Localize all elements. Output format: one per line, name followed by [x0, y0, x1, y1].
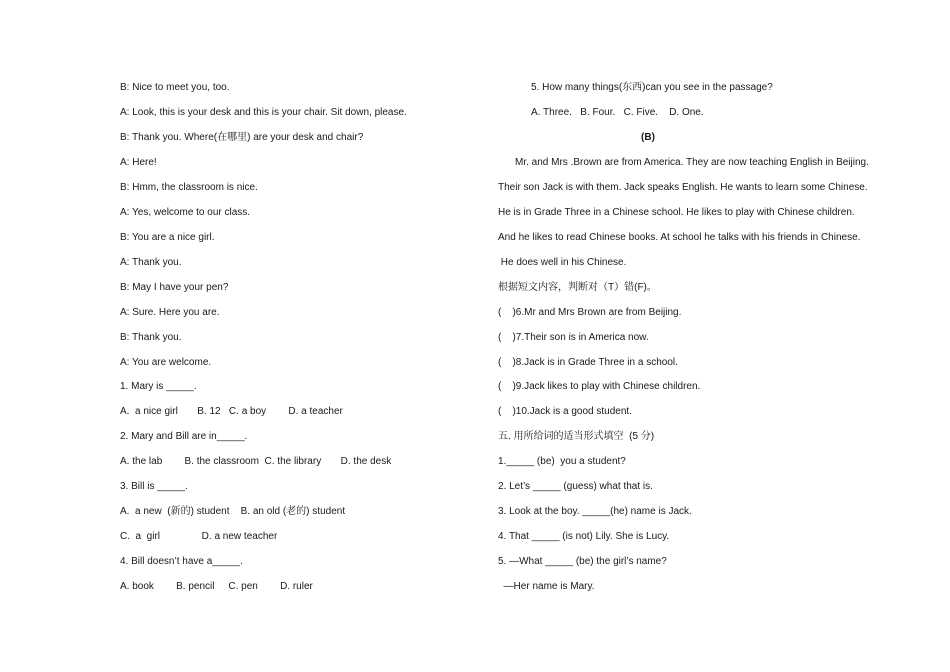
fill-item: 2. Let’s _____ (guess) what that is.: [498, 481, 653, 492]
tf-item: ( )6.Mr and Mrs Brown are from Beijing.: [498, 307, 682, 318]
dialogue-line: B: Thank you.: [120, 332, 182, 343]
dialogue-line: A: Yes, welcome to our class.: [120, 207, 251, 218]
question-5-options: A. Three. B. Four. C. Five. D. One.: [531, 107, 704, 118]
question-2: 2. Mary and Bill are in_____.: [120, 431, 248, 442]
dialogue-line: A: Here!: [120, 157, 157, 168]
question-1: 1. Mary is _____.: [120, 381, 197, 392]
dialogue-line: B: Thank you. Where(在哪里) are your desk and chair?: [120, 132, 364, 143]
fill-item: 1._____ (be) you a student?: [498, 456, 626, 467]
section-b-heading: (B): [641, 132, 655, 143]
question-5: 5. How many things(东西)can you see in the passage?: [531, 82, 773, 93]
question-2-options: A. the lab B. the classroom C. the library D. the desk: [120, 456, 392, 467]
tf-item: ( )9.Jack likes to play with Chinese children.: [498, 381, 701, 392]
dialogue-line: B: May I have your pen?: [120, 282, 229, 293]
dialogue-line: A: Sure. Here you are.: [120, 307, 220, 318]
fill-item: 4. That _____ (is not) Lily. She is Lucy.: [498, 531, 670, 542]
fill-item: 5. —What _____ (be) the girl’s name?: [498, 556, 667, 567]
question-4-options: A. book B. pencil C. pen D. ruler: [120, 581, 313, 592]
question-4: 4. Bill doesn’t have a_____.: [120, 556, 243, 567]
dialogue-line: B: You are a nice girl.: [120, 232, 215, 243]
dialogue-line: B: Hmm, the classroom is nice.: [120, 182, 258, 193]
tf-item: ( )8.Jack is in Grade Three in a school.: [498, 357, 678, 368]
question-3-options-a-b: A. a new (新的) student B. an old (老的) student: [120, 506, 346, 517]
passage-line: And he likes to read Chinese books. At school he talks with his friends in Chinese.: [498, 232, 861, 243]
question-1-options: A. a nice girl B. 12 C. a boy D. a teacher: [120, 406, 343, 417]
passage-line: He does well in his Chinese.: [498, 257, 627, 268]
true-false-instruction: 根据短文内容，判断对（T）错(F)。: [498, 282, 657, 293]
passage-line: He is in Grade Three in a Chinese school. He likes to play with Chinese children.: [498, 207, 855, 218]
dialogue-line: B: Nice to meet you, too.: [120, 82, 230, 93]
dialogue-line: A: Look, this is your desk and this is your chair. Sit down, please.: [120, 107, 407, 118]
question-3: 3. Bill is _____.: [120, 481, 188, 492]
tf-item: ( )7.Their son is in America now.: [498, 332, 649, 343]
dialogue-line: A: You are welcome.: [120, 357, 212, 368]
question-3-options-c-d: C. a girl D. a new teacher: [120, 531, 278, 542]
fill-item: 3. Look at the boy. _____(he) name is Jack.: [498, 506, 692, 517]
passage-line: Their son Jack is with them. Jack speaks English. He wants to learn some Chinese.: [498, 182, 868, 193]
dialogue-line: A: Thank you.: [120, 257, 182, 268]
section-5-title: 五. 用所给词的适当形式填空 (5 分): [498, 431, 655, 442]
fill-item: —Her name is Mary.: [498, 581, 595, 592]
tf-item: ( )10.Jack is a good student.: [498, 406, 632, 417]
passage-line: Mr. and Mrs .Brown are from America. They are now teaching English in Beijing.: [515, 157, 869, 168]
